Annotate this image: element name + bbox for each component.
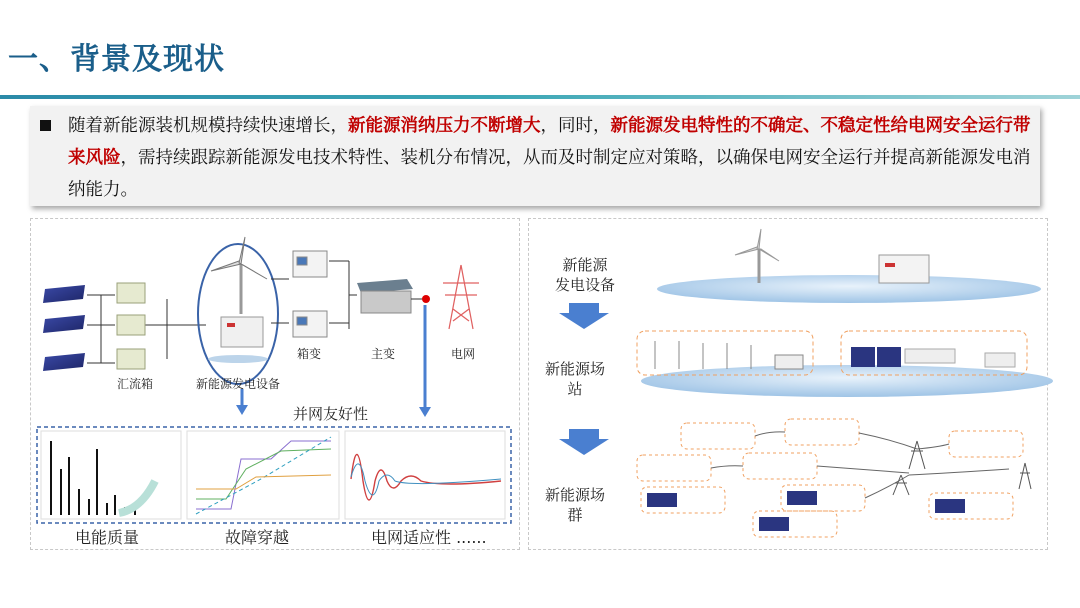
grid-adaptability-thumbnail [345,431,505,519]
title-divider [0,95,1080,99]
wind-turbine-icon [735,229,779,283]
combiner-box-icon [117,283,145,369]
station-platform [641,365,1053,397]
power-quality-caption: 电能质量 [75,528,140,547]
solar-panel-icon [851,347,1015,367]
combiner-box-label: 汇流箱 [117,377,154,391]
callout-seg1: 随着新能源装机规模持续快速增长， [68,116,348,136]
station-cluster [637,419,1023,537]
fault-ride-through-caption: 故障穿越 [225,528,290,547]
callout-highlight-1: 新能源消纳压力不断增大 [348,116,541,136]
grid-connection-diagram [30,218,520,550]
pylon-icon [893,441,1031,495]
hierarchy-diagram [528,218,1048,550]
callout-text [68,110,1033,206]
intro-callout [30,106,1040,206]
fault-ride-through-thumbnail [187,431,339,519]
grid-friendly-label: 并网友好性 [293,405,369,423]
main-transformer-label: 主变 [371,347,396,361]
down-arrow-icon [559,303,609,329]
substation-icon [357,279,413,313]
equipment-platform [657,275,1041,303]
pylon-icon [443,265,479,329]
inverter-icon [221,317,263,347]
callout-seg3: ，同时， [540,116,611,136]
grid-adaptability-caption: 电网适应性 ...... [371,528,487,547]
wind-turbine-icon [211,237,267,314]
wind-turbine-icon [655,341,803,369]
bullet-icon [40,120,51,131]
level-station-label: 新能源场 站 [545,360,606,398]
cluster-links [711,432,1009,498]
grid-label: 电网 [451,347,476,361]
gen-equipment-label: 新能源发电设备 [196,377,281,391]
solar-panel-icon [43,285,85,371]
transformer-icon [293,251,327,337]
page-title: 一、背景及现状 [8,42,225,77]
down-arrow-icon [236,305,431,417]
power-quality-thumbnail [41,431,181,519]
callout-seg5: ，需持续跟踪新能源发电技术特性、装机分布情况，从而及时制定应对策略，以确保电网安全运行并提高新能源发电消纳能力。 [68,148,1031,200]
level-cluster-label: 新能源场 群 [545,486,606,524]
level-equipment-label: 新能源 发电设备 [555,256,616,294]
box-transformer-label: 箱变 [297,347,322,361]
down-arrow-icon [559,429,609,455]
inverter-icon [879,255,929,283]
callout-highlight-2: 新能源发电特性的不确定、不稳定性给电网安全运行带来风险 [68,116,1031,168]
